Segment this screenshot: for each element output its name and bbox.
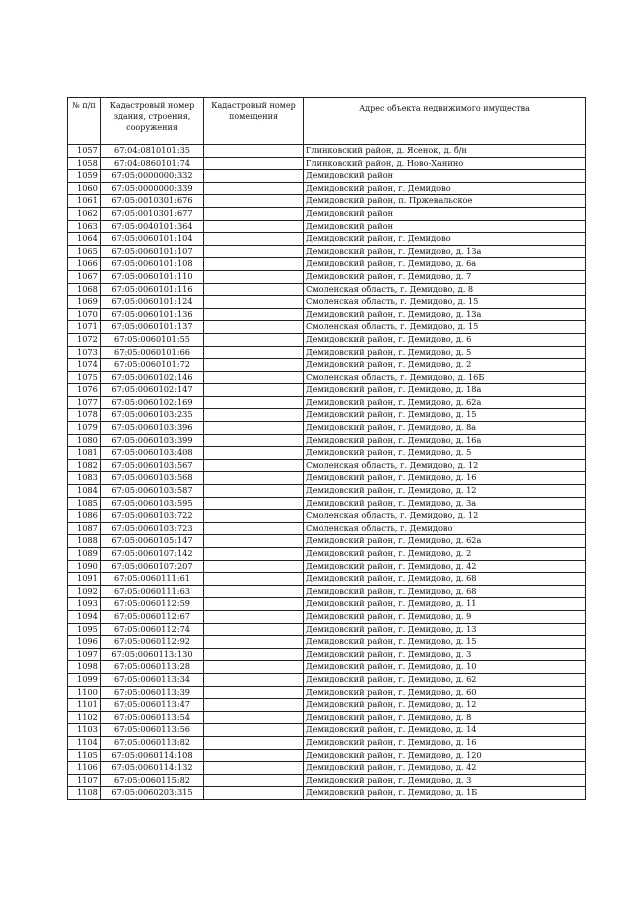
property-address: Демидовский район, г. Демидово, д. 62а (304, 535, 586, 548)
cadastral-room-number (204, 296, 304, 309)
table-row (68, 787, 586, 800)
cadastral-room-number (204, 699, 304, 712)
cadastral-room-number (204, 459, 304, 472)
table-row (68, 409, 586, 422)
header-kad-building: Кадастровый номер здания, строения, сооружения (101, 98, 204, 145)
property-address: Смоленская область, г. Демидово (304, 522, 586, 535)
table-row (68, 447, 586, 460)
table-row (68, 258, 586, 271)
table-row (68, 182, 586, 195)
row-number: 1082 (68, 459, 101, 472)
cadastral-room-number (204, 220, 304, 233)
table-row (68, 648, 586, 661)
property-address: Смоленская область, г. Демидово, д. 15 (304, 321, 586, 334)
cadastral-building-number: 67:05:0060101:108 (101, 258, 204, 271)
table-row (68, 497, 586, 510)
table-row (68, 610, 586, 623)
row-number: 1074 (68, 359, 101, 372)
cadastral-building-number: 67:05:0060101:55 (101, 333, 204, 346)
table-body (68, 145, 586, 800)
cadastral-building-number: 67:05:0060103:595 (101, 497, 204, 510)
cadastral-building-number: 67:05:0060101:72 (101, 359, 204, 372)
row-number: 1086 (68, 510, 101, 523)
table-row (68, 699, 586, 712)
property-address: Демидовский район, г. Демидово, д. 8а (304, 422, 586, 435)
cadastral-building-number: 67:05:0060103:587 (101, 485, 204, 498)
property-address: Демидовский район, г. Демидово, д. 16а (304, 434, 586, 447)
table-row (68, 170, 586, 183)
cadastral-room-number (204, 270, 304, 283)
table-row (68, 233, 586, 246)
property-address: Смоленская область, г. Демидово, д. 12 (304, 459, 586, 472)
row-number: 1075 (68, 371, 101, 384)
cadastral-building-number: 67:05:0060101:136 (101, 308, 204, 321)
document-page (67, 97, 586, 800)
cadastral-building-number: 67:05:0060112:74 (101, 623, 204, 636)
property-address: Демидовский район, г. Демидово, д. 8 (304, 711, 586, 724)
cadastral-building-number: 67:05:0060203:315 (101, 787, 204, 800)
cadastral-building-number: 67:05:0060101:104 (101, 233, 204, 246)
property-address: Демидовский район, г. Демидово, д. 1Б (304, 787, 586, 800)
cadastral-room-number (204, 371, 304, 384)
cadastral-building-number: 67:05:0000000:332 (101, 170, 204, 183)
table-row (68, 371, 586, 384)
cadastral-room-number (204, 333, 304, 346)
row-number: 1106 (68, 762, 101, 775)
property-address: Демидовский район, г. Демидово, д. 12 (304, 699, 586, 712)
property-address: Демидовский район, г. Демидово, д. 68 (304, 573, 586, 586)
cadastral-room-number (204, 182, 304, 195)
table-row (68, 673, 586, 686)
table-row (68, 711, 586, 724)
cadastral-building-number: 67:05:0060101:107 (101, 245, 204, 258)
cadastral-building-number: 67:05:0060103:396 (101, 422, 204, 435)
cadastral-room-number (204, 207, 304, 220)
row-number: 1079 (68, 422, 101, 435)
cadastral-room-number (204, 396, 304, 409)
cadastral-room-number (204, 686, 304, 699)
property-address: Смоленская область, г. Демидово, д. 8 (304, 283, 586, 296)
property-address: Демидовский район, г. Демидово, д. 15 (304, 636, 586, 649)
property-address: Демидовский район, г. Демидово, д. 62 (304, 673, 586, 686)
cadastral-room-number (204, 472, 304, 485)
row-number: 1063 (68, 220, 101, 233)
property-address: Демидовский район, г. Демидово, д. 15 (304, 409, 586, 422)
row-number: 1072 (68, 333, 101, 346)
property-address: Глинковский район, д. Ново-Ханино (304, 157, 586, 170)
row-number: 1087 (68, 522, 101, 535)
property-address: Демидовский район, г. Демидово, д. 5 (304, 447, 586, 460)
row-number: 1096 (68, 636, 101, 649)
table-row (68, 472, 586, 485)
cadastral-building-number: 67:05:0060113:47 (101, 699, 204, 712)
row-number: 1083 (68, 472, 101, 485)
cadastral-building-number: 67:05:0060101:124 (101, 296, 204, 309)
row-number: 1094 (68, 610, 101, 623)
row-number: 1057 (68, 145, 101, 158)
table-row (68, 195, 586, 208)
cadastral-building-number: 67:05:0060103:235 (101, 409, 204, 422)
cadastral-building-number: 67:05:0060102:147 (101, 384, 204, 397)
table-row (68, 573, 586, 586)
cadastral-room-number (204, 762, 304, 775)
cadastral-building-number: 67:04:0810101:35 (101, 145, 204, 158)
cadastral-building-number: 67:05:0060101:116 (101, 283, 204, 296)
table-row (68, 560, 586, 573)
row-number: 1070 (68, 308, 101, 321)
property-address: Демидовский район, г. Демидово, д. 6 (304, 333, 586, 346)
property-address: Смоленская область, г. Демидово, д. 16Б (304, 371, 586, 384)
cadastral-building-number: 67:04:0860101:74 (101, 157, 204, 170)
property-address: Демидовский район, г. Демидово, д. 11 (304, 598, 586, 611)
cadastral-building-number: 67:05:0060112:67 (101, 610, 204, 623)
cadastral-building-number: 67:05:0060101:66 (101, 346, 204, 359)
cadastral-building-number: 67:05:0060113:34 (101, 673, 204, 686)
property-address: Демидовский район (304, 170, 586, 183)
row-number: 1101 (68, 699, 101, 712)
property-address: Демидовский район, г. Демидово, д. 10 (304, 661, 586, 674)
row-number: 1104 (68, 736, 101, 749)
cadastral-room-number (204, 485, 304, 498)
cadastral-building-number: 67:05:0060101:137 (101, 321, 204, 334)
property-address: Демидовский район, г. Демидово, д. 2 (304, 359, 586, 372)
table-row (68, 774, 586, 787)
row-number: 1084 (68, 485, 101, 498)
cadastral-building-number: 67:05:0060107:207 (101, 560, 204, 573)
row-number: 1080 (68, 434, 101, 447)
header-kad-room: Кадастровый номер помещения (204, 98, 304, 145)
cadastral-room-number (204, 711, 304, 724)
row-number: 1092 (68, 585, 101, 598)
row-number: 1065 (68, 245, 101, 258)
cadastral-room-number (204, 233, 304, 246)
property-address: Демидовский район, г. Демидово, д. 13а (304, 308, 586, 321)
cadastral-building-number: 67:05:0060103:408 (101, 447, 204, 460)
table-row (68, 422, 586, 435)
cadastral-building-number: 67:05:0060103:722 (101, 510, 204, 523)
table-row (68, 270, 586, 283)
row-number: 1107 (68, 774, 101, 787)
table-row (68, 623, 586, 636)
row-number: 1090 (68, 560, 101, 573)
cadastral-room-number (204, 736, 304, 749)
cadastral-room-number (204, 787, 304, 800)
cadastral-building-number: 67:05:0060113:56 (101, 724, 204, 737)
property-address: Смоленская область, г. Демидово, д. 15 (304, 296, 586, 309)
property-address: Демидовский район, г. Демидово, д. 5 (304, 346, 586, 359)
cadastral-room-number (204, 585, 304, 598)
row-number: 1067 (68, 270, 101, 283)
cadastral-building-number: 67:05:0060103:723 (101, 522, 204, 535)
row-number: 1059 (68, 170, 101, 183)
row-number: 1102 (68, 711, 101, 724)
cadastral-room-number (204, 510, 304, 523)
row-number: 1066 (68, 258, 101, 271)
cadastral-room-number (204, 610, 304, 623)
cadastral-building-number: 67:05:0060113:39 (101, 686, 204, 699)
table-row (68, 308, 586, 321)
header-num: № п/п (68, 98, 101, 145)
cadastral-room-number (204, 774, 304, 787)
row-number: 1085 (68, 497, 101, 510)
table-row (68, 283, 586, 296)
cadastral-room-number (204, 157, 304, 170)
table-row (68, 485, 586, 498)
table-row (68, 157, 586, 170)
property-address: Демидовский район, г. Демидово, д. 62а (304, 396, 586, 409)
cadastral-building-number: 67:05:0060113:82 (101, 736, 204, 749)
cadastral-room-number (204, 535, 304, 548)
cadastral-room-number (204, 422, 304, 435)
cadastral-room-number (204, 623, 304, 636)
cadastral-building-number: 67:05:0060114:132 (101, 762, 204, 775)
table-row (68, 598, 586, 611)
cadastral-building-number: 67:05:0060114:108 (101, 749, 204, 762)
cadastral-room-number (204, 258, 304, 271)
cadastral-room-number (204, 447, 304, 460)
property-address: Демидовский район, г. Демидово, д. 16 (304, 736, 586, 749)
cadastral-building-number: 67:05:0000000:339 (101, 182, 204, 195)
row-number: 1103 (68, 724, 101, 737)
table-row (68, 661, 586, 674)
cadastral-room-number (204, 434, 304, 447)
property-address: Демидовский район, г. Демидово, д. 42 (304, 560, 586, 573)
table-row (68, 145, 586, 158)
cadastral-building-number: 67:05:0060107:142 (101, 548, 204, 561)
cadastral-room-number (204, 384, 304, 397)
row-number: 1076 (68, 384, 101, 397)
cadastral-building-number: 67:05:0060103:568 (101, 472, 204, 485)
table-row (68, 459, 586, 472)
property-address: Демидовский район, г. Демидово, д. 13а (304, 245, 586, 258)
cadastral-room-number (204, 359, 304, 372)
cadastral-building-number: 67:05:0060113:54 (101, 711, 204, 724)
table-row (68, 434, 586, 447)
table-row (68, 686, 586, 699)
table-row (68, 346, 586, 359)
cadastral-room-number (204, 560, 304, 573)
cadastral-room-number (204, 749, 304, 762)
cadastral-room-number (204, 170, 304, 183)
cadastral-building-number: 67:05:0060113:28 (101, 661, 204, 674)
table-row (68, 207, 586, 220)
table-row (68, 762, 586, 775)
row-number: 1058 (68, 157, 101, 170)
row-number: 1099 (68, 673, 101, 686)
cadastral-building-number: 67:05:0060103:567 (101, 459, 204, 472)
row-number: 1069 (68, 296, 101, 309)
table-row (68, 245, 586, 258)
row-number: 1097 (68, 648, 101, 661)
cadastral-building-number: 67:05:0060111:63 (101, 585, 204, 598)
property-table (67, 97, 586, 800)
property-address: Демидовский район, г. Демидово, д. 13 (304, 623, 586, 636)
cadastral-room-number (204, 648, 304, 661)
row-number: 1105 (68, 749, 101, 762)
row-number: 1100 (68, 686, 101, 699)
property-address: Демидовский район, г. Демидово, д. 3 (304, 648, 586, 661)
property-address: Демидовский район, г. Демидово, д. 2 (304, 548, 586, 561)
table-row (68, 535, 586, 548)
property-address: Демидовский район, г. Демидово, д. 7 (304, 270, 586, 283)
cadastral-building-number: 67:05:0060115:82 (101, 774, 204, 787)
cadastral-room-number (204, 636, 304, 649)
property-address: Демидовский район, г. Демидово (304, 233, 586, 246)
cadastral-building-number: 67:05:0060102:169 (101, 396, 204, 409)
row-number: 1093 (68, 598, 101, 611)
cadastral-room-number (204, 598, 304, 611)
cadastral-building-number: 67:05:0060102:146 (101, 371, 204, 384)
property-address: Смоленская область, г. Демидово, д. 12 (304, 510, 586, 523)
cadastral-building-number: 67:05:0060111:61 (101, 573, 204, 586)
row-number: 1078 (68, 409, 101, 422)
property-address: Демидовский район, г. Демидово, д. 3 (304, 774, 586, 787)
property-address: Демидовский район (304, 207, 586, 220)
table-row (68, 510, 586, 523)
table-row (68, 384, 586, 397)
cadastral-room-number (204, 673, 304, 686)
row-number: 1077 (68, 396, 101, 409)
cadastral-building-number: 67:05:0060103:399 (101, 434, 204, 447)
cadastral-room-number (204, 195, 304, 208)
property-address: Демидовский район, г. Демидово, д. 18а (304, 384, 586, 397)
table-row (68, 724, 586, 737)
property-address: Глинковский район, д. Ясенок, д. б/н (304, 145, 586, 158)
property-address: Демидовский район, г. Демидово, д. 60 (304, 686, 586, 699)
property-address: Демидовский район, г. Демидово, д. 120 (304, 749, 586, 762)
row-number: 1088 (68, 535, 101, 548)
cadastral-room-number (204, 497, 304, 510)
property-address: Демидовский район, г. Демидово, д. 68 (304, 585, 586, 598)
table-row (68, 548, 586, 561)
table-row (68, 396, 586, 409)
cadastral-room-number (204, 308, 304, 321)
cadastral-room-number (204, 661, 304, 674)
property-address: Демидовский район, г. Демидово, д. 14 (304, 724, 586, 737)
property-address: Демидовский район, г. Демидово, д. 6а (304, 258, 586, 271)
property-address: Демидовский район, г. Демидово (304, 182, 586, 195)
row-number: 1068 (68, 283, 101, 296)
cadastral-room-number (204, 346, 304, 359)
table-header (68, 98, 586, 145)
table-row (68, 321, 586, 334)
table-row (68, 522, 586, 535)
cadastral-room-number (204, 145, 304, 158)
row-number: 1064 (68, 233, 101, 246)
row-number: 1062 (68, 207, 101, 220)
property-address: Демидовский район, г. Демидово, д. 12 (304, 485, 586, 498)
table-row (68, 585, 586, 598)
row-number: 1071 (68, 321, 101, 334)
table-row (68, 736, 586, 749)
row-number: 1060 (68, 182, 101, 195)
row-number: 1061 (68, 195, 101, 208)
row-number: 1091 (68, 573, 101, 586)
cadastral-room-number (204, 321, 304, 334)
property-address: Демидовский район (304, 220, 586, 233)
table-row (68, 636, 586, 649)
cadastral-room-number (204, 573, 304, 586)
cadastral-room-number (204, 724, 304, 737)
cadastral-room-number (204, 409, 304, 422)
row-number: 1073 (68, 346, 101, 359)
row-number: 1098 (68, 661, 101, 674)
cadastral-room-number (204, 522, 304, 535)
table-row (68, 333, 586, 346)
cadastral-building-number: 67:05:0060112:59 (101, 598, 204, 611)
cadastral-building-number: 67:05:0060105:147 (101, 535, 204, 548)
property-address: Демидовский район, г. Демидово, д. 3а (304, 497, 586, 510)
row-number: 1089 (68, 548, 101, 561)
table-row (68, 296, 586, 309)
property-address: Демидовский район, г. Демидово, д. 42 (304, 762, 586, 775)
cadastral-building-number: 67:05:0060101:110 (101, 270, 204, 283)
cadastral-building-number: 67:05:0040101:364 (101, 220, 204, 233)
row-number: 1095 (68, 623, 101, 636)
cadastral-building-number: 67:05:0060112:92 (101, 636, 204, 649)
cadastral-building-number: 67:05:0010301:676 (101, 195, 204, 208)
cadastral-building-number: 67:05:0060113:130 (101, 648, 204, 661)
row-number: 1108 (68, 787, 101, 800)
row-number: 1081 (68, 447, 101, 460)
header-row (68, 98, 586, 145)
header-address: Адрес объекта недвижимого имущества (304, 98, 586, 145)
property-address: Демидовский район, г. Демидово, д. 16 (304, 472, 586, 485)
table-row (68, 220, 586, 233)
cadastral-building-number: 67:05:0010301:677 (101, 207, 204, 220)
table-row (68, 749, 586, 762)
cadastral-room-number (204, 245, 304, 258)
table-row (68, 359, 586, 372)
property-address: Демидовский район, г. Демидово, д. 9 (304, 610, 586, 623)
cadastral-room-number (204, 548, 304, 561)
cadastral-room-number (204, 283, 304, 296)
property-address: Демидовский район, п. Пржевальское (304, 195, 586, 208)
